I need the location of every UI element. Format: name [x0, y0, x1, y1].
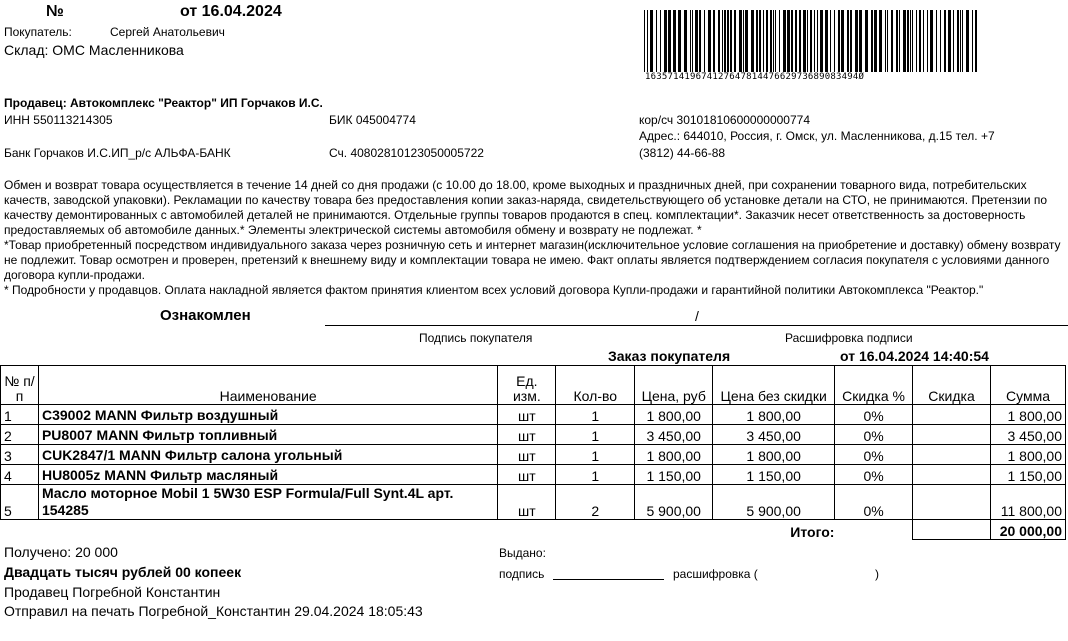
barcode-bar: [759, 10, 761, 72]
item-sum: 1 150,00: [990, 465, 1065, 485]
item-qty: 1: [556, 445, 635, 465]
barcode-bar: [724, 10, 726, 72]
row-number: 1: [1, 405, 39, 425]
barcode-bar: [795, 10, 797, 72]
barcode-bar: [834, 10, 835, 72]
terms-paragraph: *Товар приобретенный посредством индивидуального заказа через розничную сеть и интернет магазин(исключительное условие соглашения на приобретение и доставку) обмену возврату не подлежит. Товар осмотрен и проверен, претензий к внешнему виду и комплектации товара не имею. Факт оплаты является подтверждением согласия покупателя с условиями данного договора купли-продажи.: [4, 238, 1061, 282]
signature-line: [325, 325, 1068, 326]
barcode-bar: [743, 10, 744, 72]
barcode-bar: [972, 10, 973, 72]
order-date: от 16.04.2024 14:40:54: [840, 348, 989, 364]
barcode-bar: [810, 10, 812, 72]
barcode-bar: [807, 10, 808, 72]
issued-decoding-label: расшифровка (: [673, 567, 758, 581]
barcode-bar: [871, 10, 873, 72]
row-number: 4: [1, 465, 39, 485]
received-amount: Получено: 20 000: [4, 544, 118, 560]
item-price-no-discount: 5 900,00: [713, 485, 835, 520]
barcode-bar: [966, 10, 969, 72]
barcode-bar: [656, 10, 657, 72]
barcode-bar: [803, 10, 806, 72]
item-price: 5 900,00: [635, 485, 713, 520]
item-price-no-discount: 1 150,00: [713, 465, 835, 485]
barcode-bar: [830, 10, 831, 72]
barcode-bar: [745, 10, 748, 72]
row-number: 5: [1, 485, 39, 520]
barcode-bar: [660, 10, 661, 72]
barcode-bar: [907, 10, 909, 72]
issued-label: Выдано:: [499, 546, 546, 560]
row-number: 2: [1, 425, 39, 445]
terms-paragraph: Обмен и возврат товара осуществляется в течение 14 дней со дня продажи (с 10.00 до 18.00, кроме выходных и праздничных дней, при сохранении товарного вида, потребительских качеств, заводской упаковки). Рекламации по качеству товара без предоставления копии заказ-наряда, свидетельствующего об установке детали на СТО, не принимаются. Претензии по качеству демонтированных с автомобилей деталей не принимаются. Отдельные группы товаров продаются в спец. комплектации*. Заказчик несет ответственность за достоверность предоставляемых об автомобиле данных.* Элементы электрической системы автомобиля обмену и возврату не подлежат. *: [4, 178, 1048, 237]
document-date: от 16.04.2024: [180, 3, 282, 20]
seller-inn: ИНН 550113214305: [4, 113, 113, 127]
barcode-bar: [799, 10, 801, 72]
seller-title: Продавец: Автокомплекс "Реактор" ИП Горчаков И.С.: [4, 96, 323, 110]
barcode-bar: [644, 10, 645, 72]
item-unit: шт: [498, 445, 556, 465]
barcode-bar: [775, 10, 776, 72]
barcode-bar: [783, 10, 786, 72]
acquainted-label: Ознакомлен: [160, 307, 251, 324]
barcode-bar: [766, 10, 768, 72]
barcode-bar: [787, 10, 790, 72]
item-price-no-discount: 3 450,00: [713, 425, 835, 445]
barcode-bar: [896, 10, 898, 72]
item-price: 1 150,00: [635, 465, 713, 485]
issued-signature-label: подпись: [499, 567, 545, 581]
order-title: Заказ покупателя: [608, 348, 731, 364]
barcode-bar: [962, 10, 963, 72]
col-header-price-no-discount: Цена без скидки: [713, 366, 835, 405]
barcode-bar: [936, 10, 937, 72]
seller-phone: (3812) 44-66-88: [639, 146, 726, 160]
item-qty: 1: [556, 465, 635, 485]
terms-paragraph: * Подробности у продавцов. Оплата накладной является фактом принятия клиентом всех условий договора Купли-продажи и гарантийной политики Автокомплекса "Реактор.": [4, 283, 984, 297]
barcode-bar: [879, 10, 882, 72]
barcode-bar: [727, 10, 729, 72]
barcode-bar: [756, 10, 758, 72]
item-discount-pct: 0%: [835, 405, 913, 425]
barcode-bar: [859, 10, 862, 72]
item-price: 1 800,00: [635, 405, 713, 425]
amount-in-words: Двадцать тысяч рублей 00 копеек: [4, 564, 242, 580]
item-sum: 3 450,00: [990, 425, 1065, 445]
barcode-bar: [678, 10, 681, 72]
barcode-bar: [903, 10, 906, 72]
item-unit: шт: [498, 425, 556, 445]
barcode-bar: [695, 10, 698, 72]
barcode-bar: [763, 10, 764, 72]
item-name: PU8007 MANN Фильтр топливный: [38, 425, 497, 445]
col-header-qty: Кол-во: [556, 366, 635, 405]
barcode-bar: [739, 10, 742, 72]
barcode-bar: [650, 10, 653, 72]
issued-decoding-close: ): [875, 567, 879, 581]
item-price: 1 800,00: [635, 445, 713, 465]
row-number: 3: [1, 445, 39, 465]
issued-signature-line: [553, 579, 664, 580]
barcode-bar: [865, 10, 868, 72]
item-sum: 1 800,00: [990, 445, 1065, 465]
document-number-label: №: [46, 3, 64, 20]
item-name: C39002 MANN Фильтр воздушный: [38, 405, 497, 425]
barcode-bar: [927, 10, 928, 72]
print-info: Отправил на печать Погребной_Константин 29.04.2024 18:05:43: [4, 603, 423, 619]
barcode-bar: [673, 10, 676, 72]
item-price-no-discount: 1 800,00: [713, 445, 835, 465]
item-sum: 11 800,00: [990, 485, 1065, 520]
item-qty: 1: [556, 405, 635, 425]
total-label: Итого:: [790, 523, 835, 540]
buyer-label: Покупатель:: [4, 25, 72, 39]
table-row: [1, 485, 1066, 520]
barcode-bar: [773, 10, 774, 72]
table-row: [1, 445, 1066, 465]
barcode-bar: [975, 10, 977, 72]
barcode-bar: [953, 10, 954, 72]
barcode-bar: [704, 10, 705, 72]
barcode-bar: [850, 10, 852, 72]
barcode-bar: [684, 10, 687, 72]
barcode-bar: [647, 10, 648, 72]
buyer-signature-caption: Подпись покупателя: [419, 331, 533, 345]
barcode-bar: [847, 10, 849, 72]
item-unit: шт: [498, 465, 556, 485]
barcode-bar: [791, 10, 793, 72]
item-discount-pct: 0%: [835, 425, 913, 445]
barcode-bar: [779, 10, 780, 72]
barcode-bar: [944, 10, 946, 72]
item-discount: [913, 425, 991, 445]
col-header-sum: Сумма: [990, 366, 1065, 405]
barcode-bar: [690, 10, 691, 72]
seller-name: Продавец Погребной Константин: [4, 584, 221, 600]
seller-bank: Банк Горчаков И.С.ИП_р/с АЛЬФА-БАНК: [4, 146, 231, 160]
signature-decoding-caption: Расшифровка подписи: [785, 331, 913, 345]
item-qty: 2: [556, 485, 635, 520]
barcode-bar: [923, 10, 924, 72]
barcode-bar: [899, 10, 900, 72]
item-name: CUK2847/1 MANN Фильтр салона угольный: [38, 445, 497, 465]
barcode-bar: [855, 10, 858, 72]
warehouse: Склад: ОМС Масленникова: [4, 42, 184, 58]
buyer-name: Сергей Анатольевич: [110, 25, 225, 39]
item-discount: [913, 445, 991, 465]
table-row: [1, 425, 1066, 445]
barcode-image: [644, 10, 980, 72]
item-discount: [913, 465, 991, 485]
table-header-row: [1, 366, 1066, 405]
seller-account: Сч. 40802810123050005722: [329, 146, 484, 160]
barcode-bar: [730, 10, 732, 72]
item-qty: 1: [556, 425, 635, 445]
barcode-bar: [957, 10, 959, 72]
barcode-bar: [891, 10, 893, 72]
col-header-price: Цена, руб: [635, 366, 713, 405]
seller-address: Адрес.: 644010, Россия, г. Омск, ул. Масленникова, д.15 тел. +7: [639, 129, 995, 143]
barcode-bar: [930, 10, 933, 72]
barcode-bar: [825, 10, 828, 72]
item-discount: [913, 485, 991, 520]
table-row: [1, 405, 1066, 425]
item-discount-pct: 0%: [835, 465, 913, 485]
item-price-no-discount: 1 800,00: [713, 405, 835, 425]
barcode-bar: [692, 10, 693, 72]
col-header-number: № п/п: [1, 366, 39, 405]
goods-table: [0, 365, 1066, 540]
barcode-bar: [751, 10, 754, 72]
col-header-discount-pct: Скидка %: [835, 366, 913, 405]
barcode-bar: [940, 10, 941, 72]
col-header-discount: Скидка: [913, 366, 991, 405]
terms-text: [4, 178, 1064, 298]
item-unit: шт: [498, 485, 556, 520]
item-discount-pct: 0%: [835, 445, 913, 465]
barcode-bar: [841, 10, 844, 72]
barcode-bar: [817, 10, 818, 72]
barcode-bar: [713, 10, 715, 72]
barcode-bar: [912, 10, 913, 72]
barcode-bar: [770, 10, 772, 72]
item-unit: шт: [498, 405, 556, 425]
barcode-bar: [820, 10, 823, 72]
barcode-bar: [718, 10, 720, 72]
seller-bik: БИК 045004774: [329, 113, 416, 127]
barcode-bar: [885, 10, 886, 72]
barcode-bar: [919, 10, 921, 72]
col-header-name: Наименование: [38, 366, 497, 405]
item-name: Масло моторное Mobil 1 5W30 ESP Formula/Full Synt.4L арт. 154285: [38, 485, 497, 520]
item-name: HU8005z MANN Фильтр масляный: [38, 465, 497, 485]
item-sum: 1 800,00: [990, 405, 1065, 425]
barcode-bar: [668, 10, 671, 72]
barcode-bar: [948, 10, 951, 72]
barcode-bar: [960, 10, 961, 72]
col-header-unit: Ед. изм.: [498, 366, 556, 405]
barcode-bar: [838, 10, 840, 72]
signature-slash: /: [695, 308, 699, 324]
barcode-bar: [664, 10, 667, 72]
barcode-bar: [734, 10, 736, 72]
barcode-bar: [887, 10, 888, 72]
barcode-bar: [708, 10, 711, 72]
item-discount-pct: 0%: [835, 485, 913, 520]
barcode-bar: [814, 10, 815, 72]
table-total-row: [1, 520, 1066, 540]
table-row: [1, 465, 1066, 485]
barcode-bar: [916, 10, 917, 72]
item-price: 3 450,00: [635, 425, 713, 445]
barcode-bar: [910, 10, 911, 72]
barcode-digits: 16357141967412764781447662973689083494Ø: [645, 72, 865, 82]
item-discount: [913, 405, 991, 425]
total-value: 20 000,00: [990, 520, 1065, 540]
seller-korr-account: кор/сч 30101810600000000774: [639, 113, 810, 127]
barcode-bar: [699, 10, 701, 72]
barcode-bar: [874, 10, 877, 72]
barcode-bar: [722, 10, 723, 72]
